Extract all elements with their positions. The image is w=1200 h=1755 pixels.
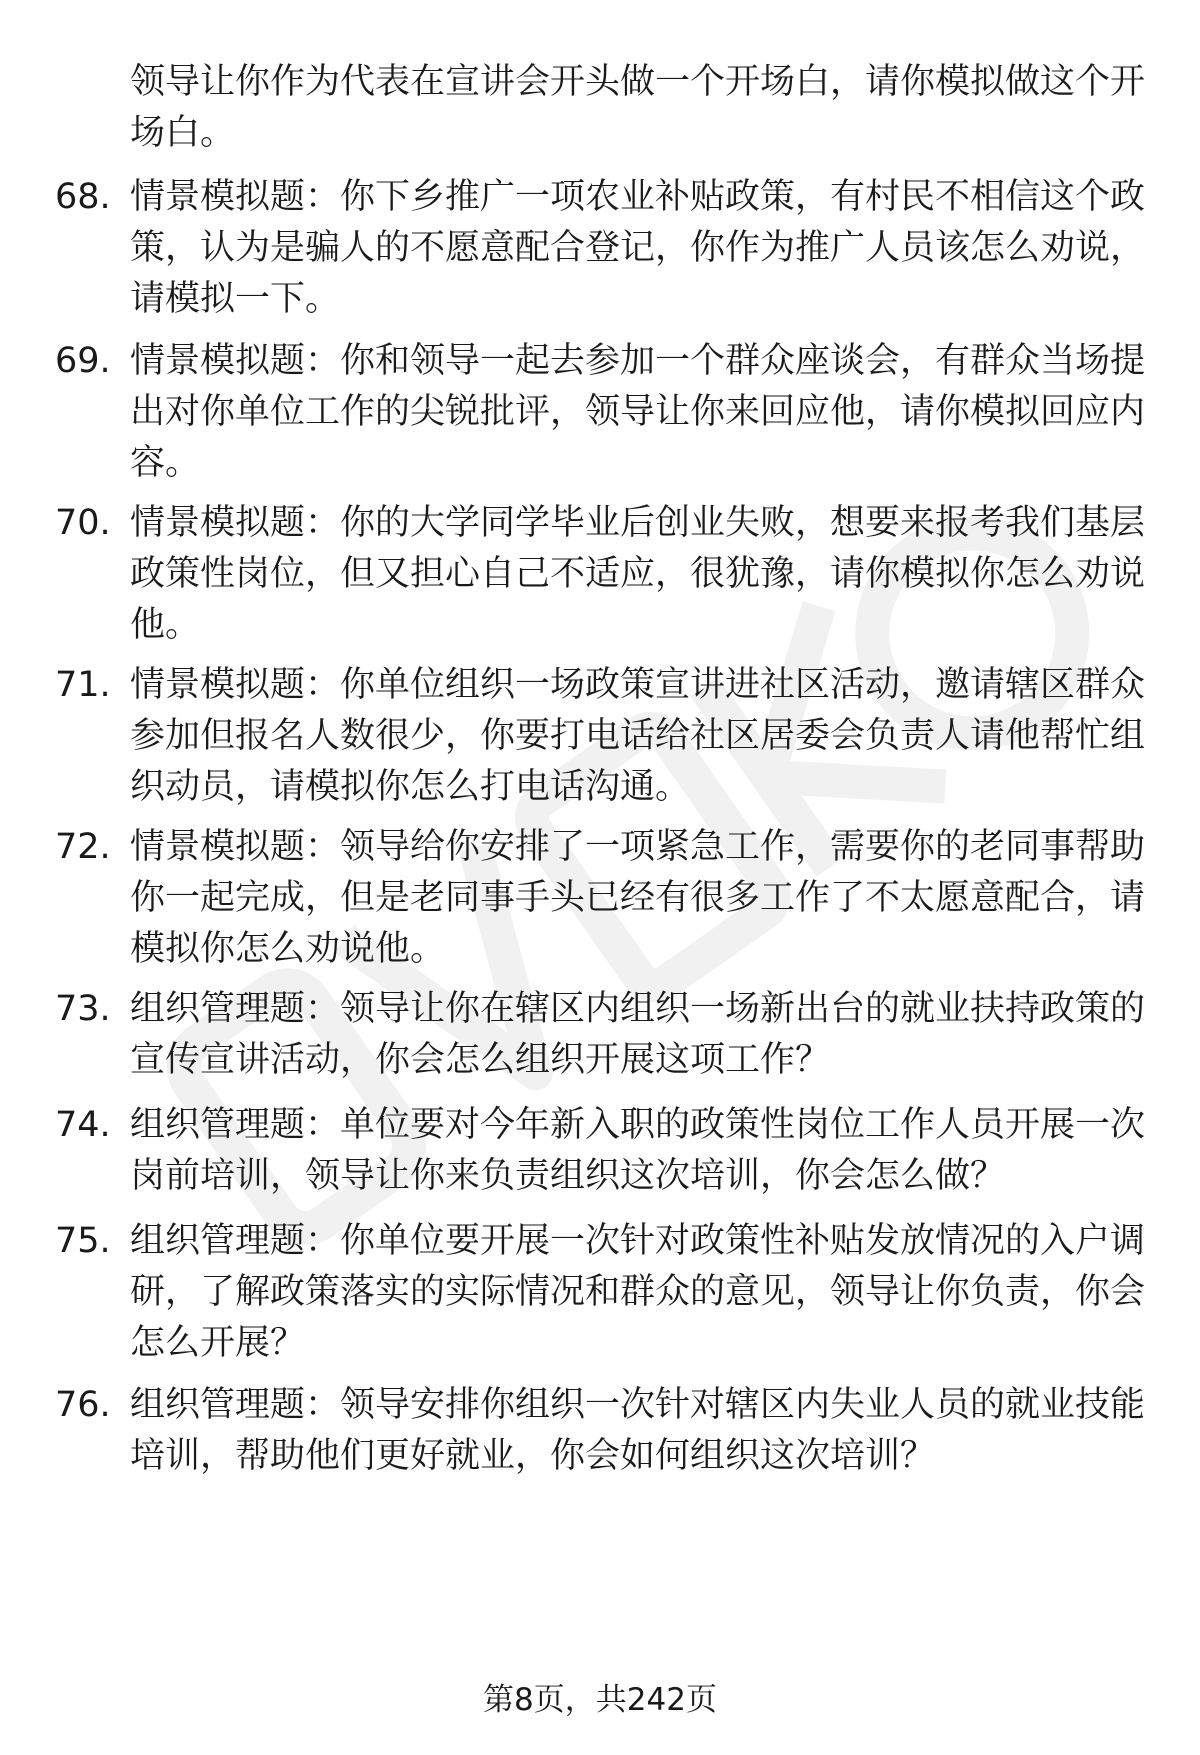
intro-paragraph: 领导让你作为代表在宣讲会开头做一个开场白，请你模拟做这个开场白。 [130, 62, 1146, 153]
question-text: 情景模拟题：你单位组织一场政策宣讲进社区活动，邀请辖区群众参加但报名人数很少，你要打电话给社区居委会负责人请他帮忙组织动员，请模拟你怎么打电话沟通。 [130, 665, 1146, 807]
question-text: 情景模拟题：领导给你安排了一项紧急工作，需要你的老同事帮助你一起完成，但是老同事手头已经有很多工作了不太愿意配合，请模拟你怎么劝说他。 [130, 827, 1146, 969]
question-number: 75. [55, 1221, 111, 1261]
question-text: 组织管理题：领导安排你组织一次针对辖区内失业人员的就业技能培训，帮助他们更好就业，你会如何组织这次培训？ [130, 1385, 1146, 1476]
question-item [0, 1380, 1200, 1482]
question-item [0, 984, 1200, 1086]
question-number: 72. [55, 827, 111, 867]
question-number: 74. [55, 1105, 111, 1145]
question-number: 76. [55, 1385, 111, 1425]
question-text: 情景模拟题：你和领导一起去参加一个群众座谈会，有群众当场提出对你单位工作的尖锐批评，领导让你来回应他，请你模拟回应内容。 [130, 341, 1146, 483]
question-item [0, 660, 1200, 813]
question-item [0, 822, 1200, 975]
question-text: 组织管理题：单位要对今年新入职的政策性岗位工作人员开展一次岗前培训，领导让你来负责组织这次培训，你会怎么做？ [130, 1105, 1146, 1196]
question-text: 情景模拟题：你下乡推广一项农业补贴政策，有村民不相信这个政策，认为是骗人的不愿意配合登记，你作为推广人员该怎么劝说，请模拟一下。 [130, 177, 1146, 319]
question-number: 70. [55, 503, 111, 543]
question-number: 68. [55, 177, 111, 217]
question-text: 情景模拟题：你的大学同学毕业后创业失败，想要来报考我们基层政策性岗位，但又担心自己不适应，很犹豫，请你模拟你怎么劝说他。 [130, 503, 1146, 645]
question-text: 组织管理题：你单位要开展一次针对政策性补贴发放情况的入户调研，了解政策落实的实际情况和群众的意见，领导让你负责，你会怎么开展？ [130, 1221, 1146, 1363]
question-number: 73. [55, 989, 111, 1029]
question-number: 69. [55, 341, 111, 381]
question-text: 组织管理题：领导让你在辖区内组织一场新出台的就业扶持政策的宣传宣讲活动，你会怎么组织开展这项工作？ [130, 989, 1146, 1080]
question-item [0, 172, 1200, 325]
question-number: 71. [55, 665, 111, 705]
question-item [0, 1216, 1200, 1369]
question-item [0, 498, 1200, 651]
question-item [0, 336, 1200, 489]
page-footer: 第8页，共242页 [483, 1682, 717, 1718]
question-item [0, 1100, 1200, 1202]
